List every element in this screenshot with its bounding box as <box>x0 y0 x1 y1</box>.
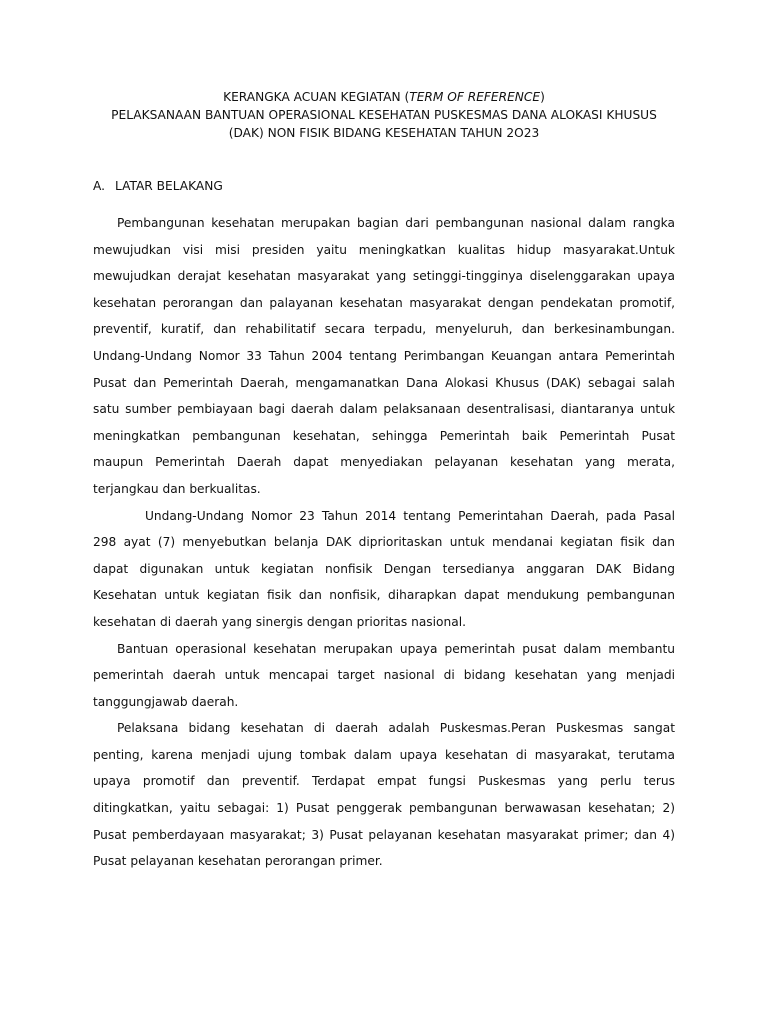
paragraph-2 <box>93 503 675 636</box>
paragraph-line: Undang-Undang Nomor 33 Tahun 2004 tentang Perimbangan Keuangan antara Pemerintah <box>93 348 675 363</box>
paragraph-line: Pembangunan kesehatan merupakan bagian dari pembangunan nasional dalam rangka <box>117 216 675 230</box>
paragraph-line: Pusat pemberdayaan masyarakat; 3) Pusat pelayanan kesehatan masyarakat primer; dan 4) <box>93 827 675 842</box>
paragraph-line: terjangkau dan berkualitas. <box>93 481 261 496</box>
paragraph-line: Pusat dan Pemerintah Daerah, mengamanatkan Dana Alokasi Khusus (DAK) sebagai salah <box>93 375 675 390</box>
paragraph-3 <box>93 636 675 716</box>
paragraph-line: kesehatan di daerah yang sinergis dengan prioritas nasional. <box>93 614 466 629</box>
title-line-1-italic: TERM OF REFERENCE <box>409 90 541 104</box>
paragraph-line: tanggungjawab daerah. <box>93 694 239 709</box>
paragraph-line: penting, karena menjadi ujung tombak dalam upaya kesehatan di masyarakat, terutama <box>93 747 675 762</box>
paragraph-line: upaya promotif dan preventif. Terdapat empat fungsi Puskesmas yang perlu terus <box>93 774 675 789</box>
paragraph-line: maupun Pemerintah Daerah dapat menyediakan pelayanan kesehatan yang merata, <box>93 455 675 470</box>
paragraph-line: satu sumber pembiayaan bagi daerah dalam pelaksanaan desentralisasi, diantaranya untuk <box>93 402 675 417</box>
section-heading <box>93 178 223 194</box>
paragraph-line: Undang-Undang Nomor 23 Tahun 2014 tentang Pemerintahan Daerah, pada Pasal <box>145 508 675 523</box>
section-number: A. <box>93 179 105 193</box>
title-line-2: PELAKSANAAN BANTUAN OPERASIONAL KESEHATAN PUSKESMAS DANA ALOKASI KHUSUS <box>111 108 657 122</box>
document-title <box>93 88 675 142</box>
section-heading-text: LATAR BELAKANG <box>115 179 223 193</box>
title-line-1-prefix: KERANGKA ACUAN KEGIATAN ( <box>223 90 410 104</box>
paragraph-line: ditingkatkan, yaitu sebagai: 1) Pusat penggerak pembangunan berwawasan kesehatan; 2) <box>93 801 675 816</box>
paragraph-1 <box>93 210 675 503</box>
paragraph-line: preventif, kuratif, dan rehabilitatif secara terpadu, menyeluruh, dan berkesinambungan. <box>93 322 675 337</box>
paragraph-line: Kesehatan untuk kegiatan fisik dan nonfisik, diharapkan dapat mendukung pembangunan <box>93 588 675 603</box>
paragraph-line: Pusat pelayanan kesehatan perorangan primer. <box>93 854 383 869</box>
paragraph-line: Bantuan operasional kesehatan merupakan upaya pemerintah pusat dalam membantu <box>117 641 675 656</box>
paragraph-line: Pelaksana bidang kesehatan di daerah adalah Puskesmas.Peran Puskesmas sangat <box>117 721 675 736</box>
title-line-1 <box>93 88 675 106</box>
paragraph-line: pemerintah daerah untuk mencapai target nasional di bidang kesehatan yang menjadi <box>93 668 675 683</box>
title-line-3: (DAK) NON FISIK BIDANG KESEHATAN TAHUN 2O23 <box>228 126 540 140</box>
paragraph-line: 298 ayat (7) menyebutkan belanja DAK diprioritaskan untuk mendanai kegiatan fisik dan <box>93 535 675 550</box>
paragraph-4 <box>93 715 675 875</box>
body-text <box>93 210 675 875</box>
paragraph-line: meningkatkan pembangunan kesehatan, sehingga Pemerintah baik Pemerintah Pusat <box>93 428 675 443</box>
paragraph-line: dapat digunakan untuk kegiatan nonfisik Dengan tersedianya anggaran DAK Bidang <box>93 561 675 576</box>
title-line-1-suffix: ) <box>540 90 545 104</box>
paragraph-line: mewujudkan derajat kesehatan masyarakat yang setinggi-tingginya diselenggarakan upaya <box>93 269 675 284</box>
paragraph-line: mewujudkan visi misi presiden yaitu meningkatkan kualitas hidup masyarakat.Untuk <box>93 242 675 257</box>
paragraph-line: kesehatan perorangan dan palayanan kesehatan masyarakat dengan pendekatan promotif, <box>93 295 675 310</box>
